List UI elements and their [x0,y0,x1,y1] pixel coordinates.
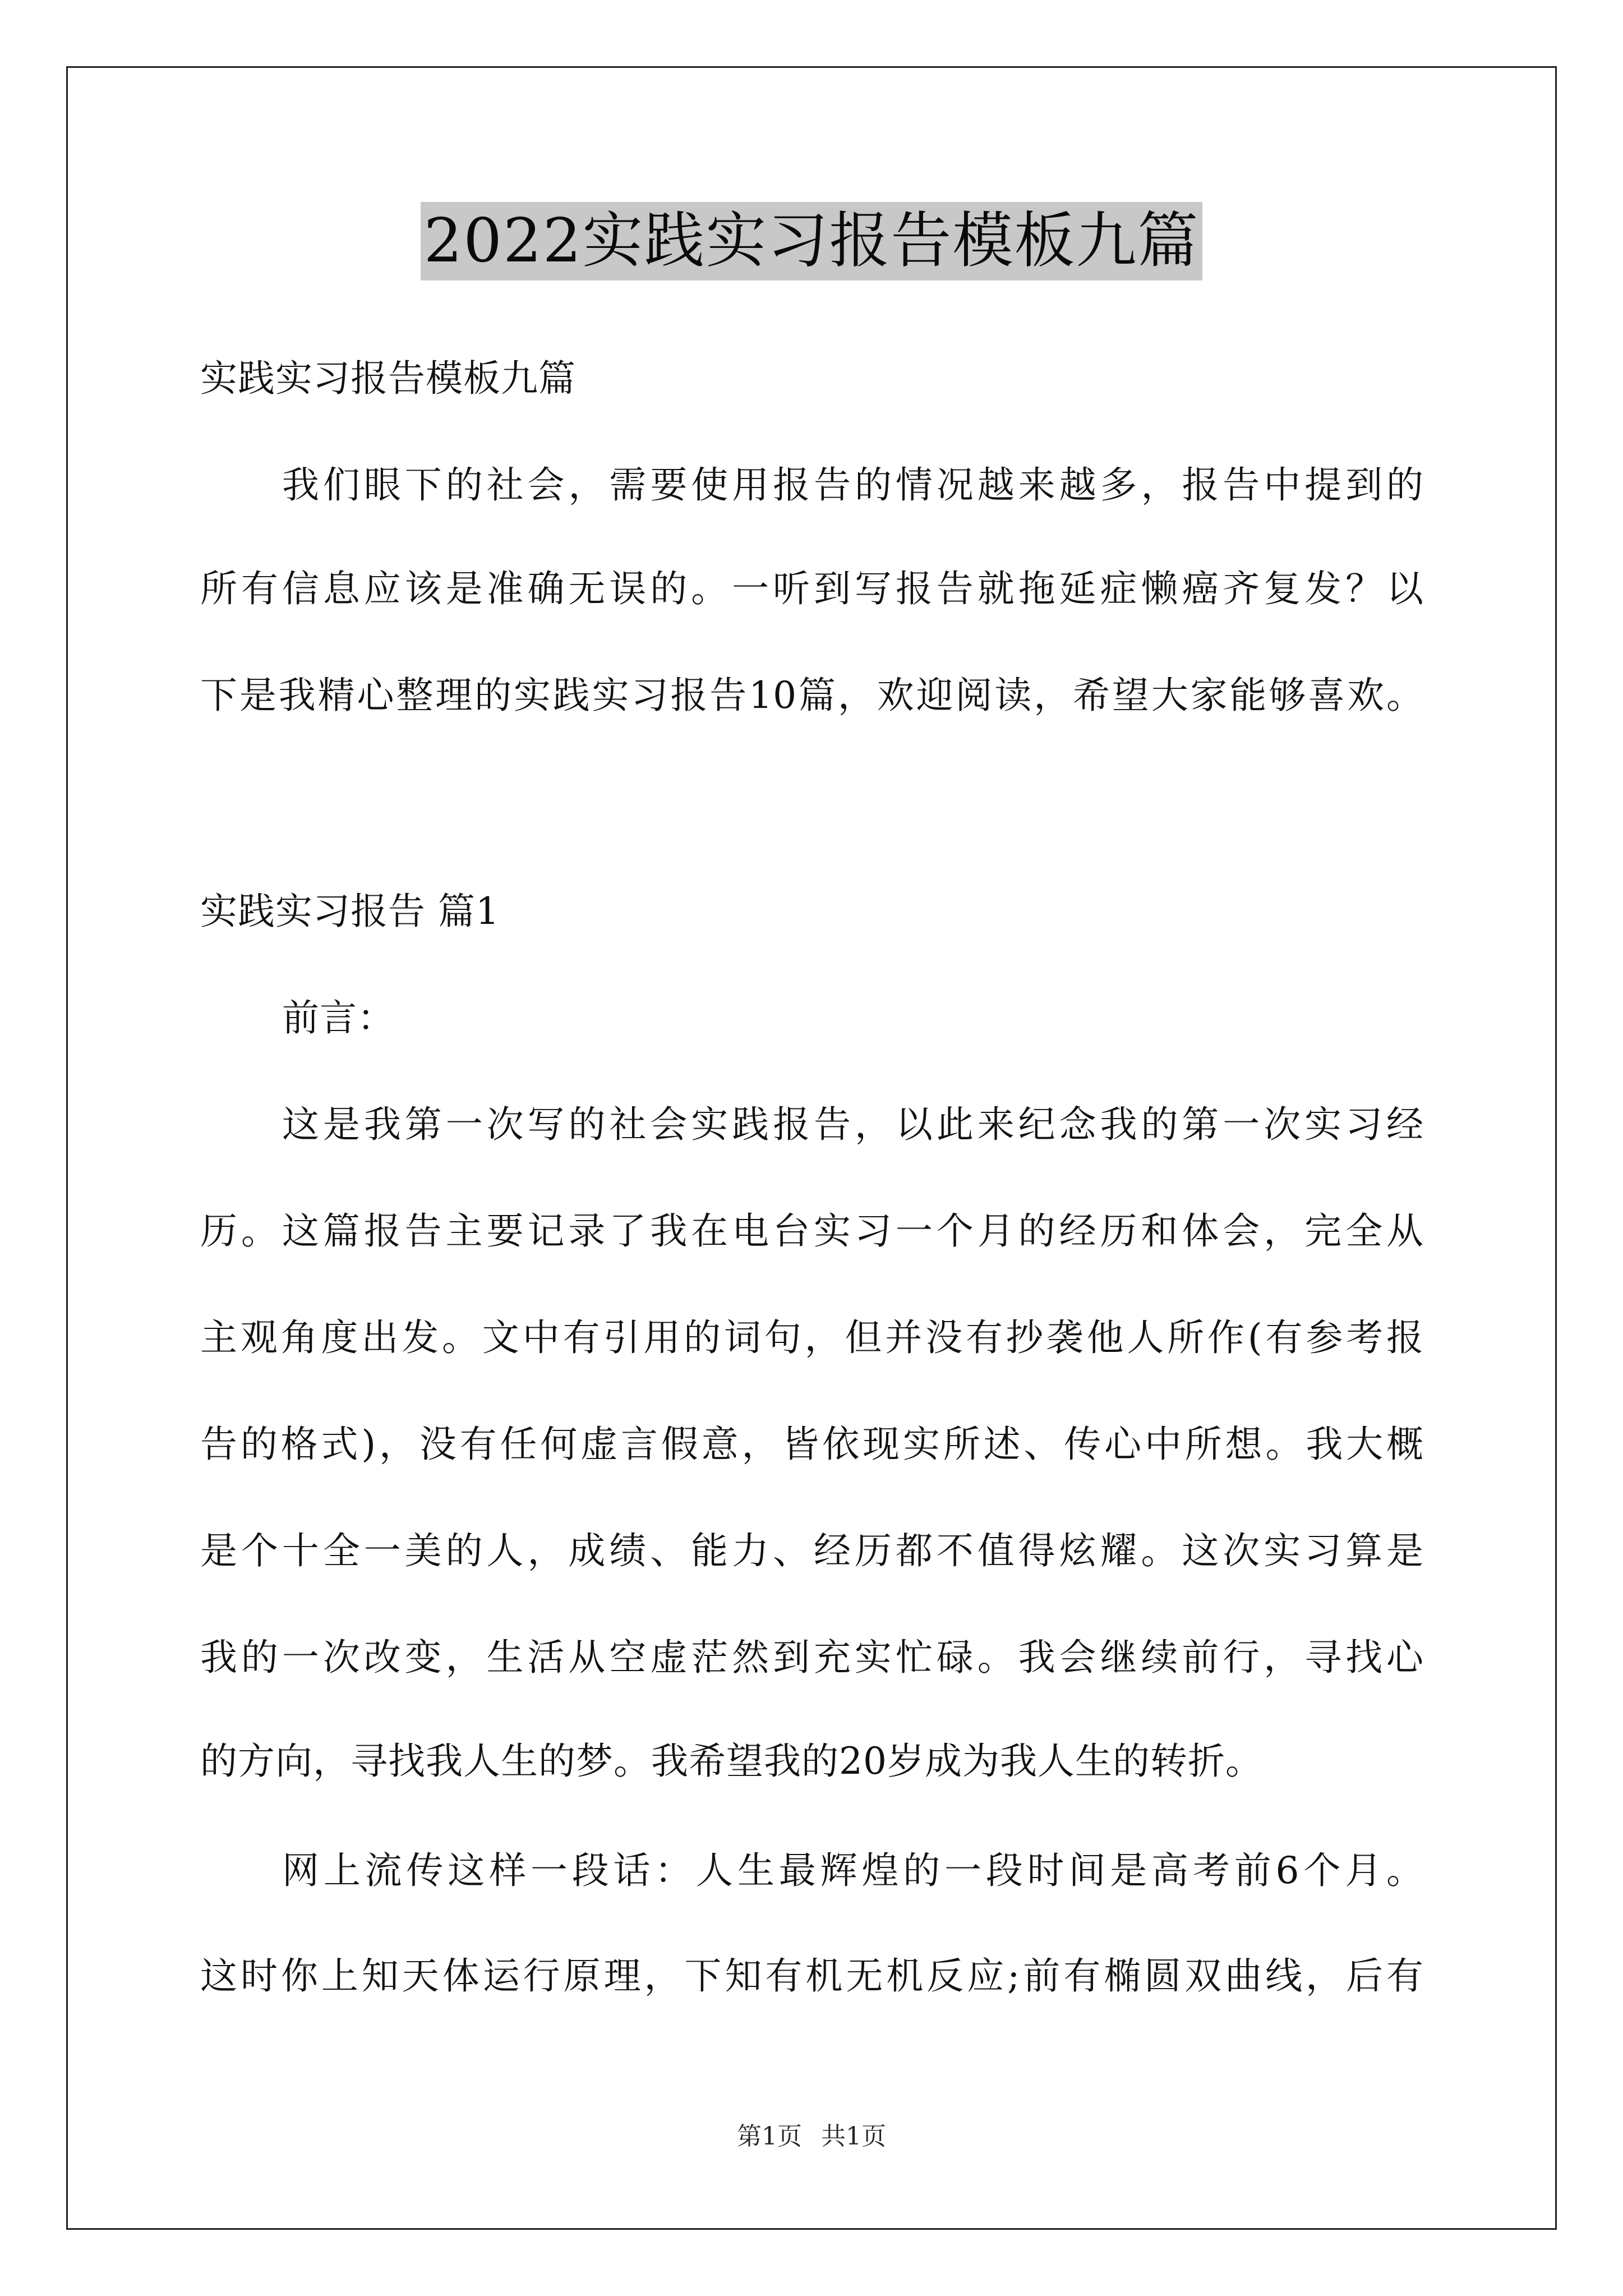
paragraph-line: 我的一次改变，生活从空虚茫然到充实忙碌。我会继续前行，寻找心 [200,1636,1424,1679]
title-container [0,202,1623,280]
paragraph-line: 这时你上知天体运行原理，下知有机无机反应;前有椭圆双曲线，后有 [200,1954,1424,1998]
paragraph-line: 主观角度出发。文中有引用的词句，但并没有抄袭他人所作(有参考报 [200,1316,1424,1359]
page-footer [0,2122,1623,2152]
paragraph-line: 这是我第一次写的社会实践报告，以此来纪念我的第一次实习经 [282,1103,1424,1146]
paragraph-line: 告的格式)，没有任何虚言假意，皆依现实所述、传心中所想。我大概 [200,1423,1424,1466]
intro-line: 所有信息应该是准确无误的。一听到写报告就拖延症懒癌齐复发？以 [200,567,1424,610]
paragraph-line: 是个十全一美的人，成绩、能力、经历都不值得炫耀。这次实习算是 [200,1529,1424,1572]
subtitle: 实践实习报告模板九篇 [200,357,576,400]
paragraph-line: 的方向，寻找我人生的梦。我希望我的20岁成为我人生的转折。 [200,1740,1263,1783]
document-title: 2022实践实习报告模板九篇 [421,202,1203,280]
page-number: 第1页 [737,2122,802,2151]
preface-label: 前言： [282,996,395,1039]
intro-line: 下是我精心整理的实践实习报告10篇，欢迎阅读，希望大家能够喜欢。 [200,674,1424,717]
paragraph-line: 历。这篇报告主要记录了我在电台实习一个月的经历和体会，完全从 [200,1209,1424,1253]
section-heading: 实践实习报告 篇1 [200,890,500,933]
intro-line: 我们眼下的社会，需要使用报告的情况越来越多，报告中提到的 [282,463,1424,507]
page-total: 共1页 [821,2122,886,2151]
paragraph-line: 网上流传这样一段话：人生最辉煌的一段时间是高考前6个月。 [282,1849,1424,1892]
